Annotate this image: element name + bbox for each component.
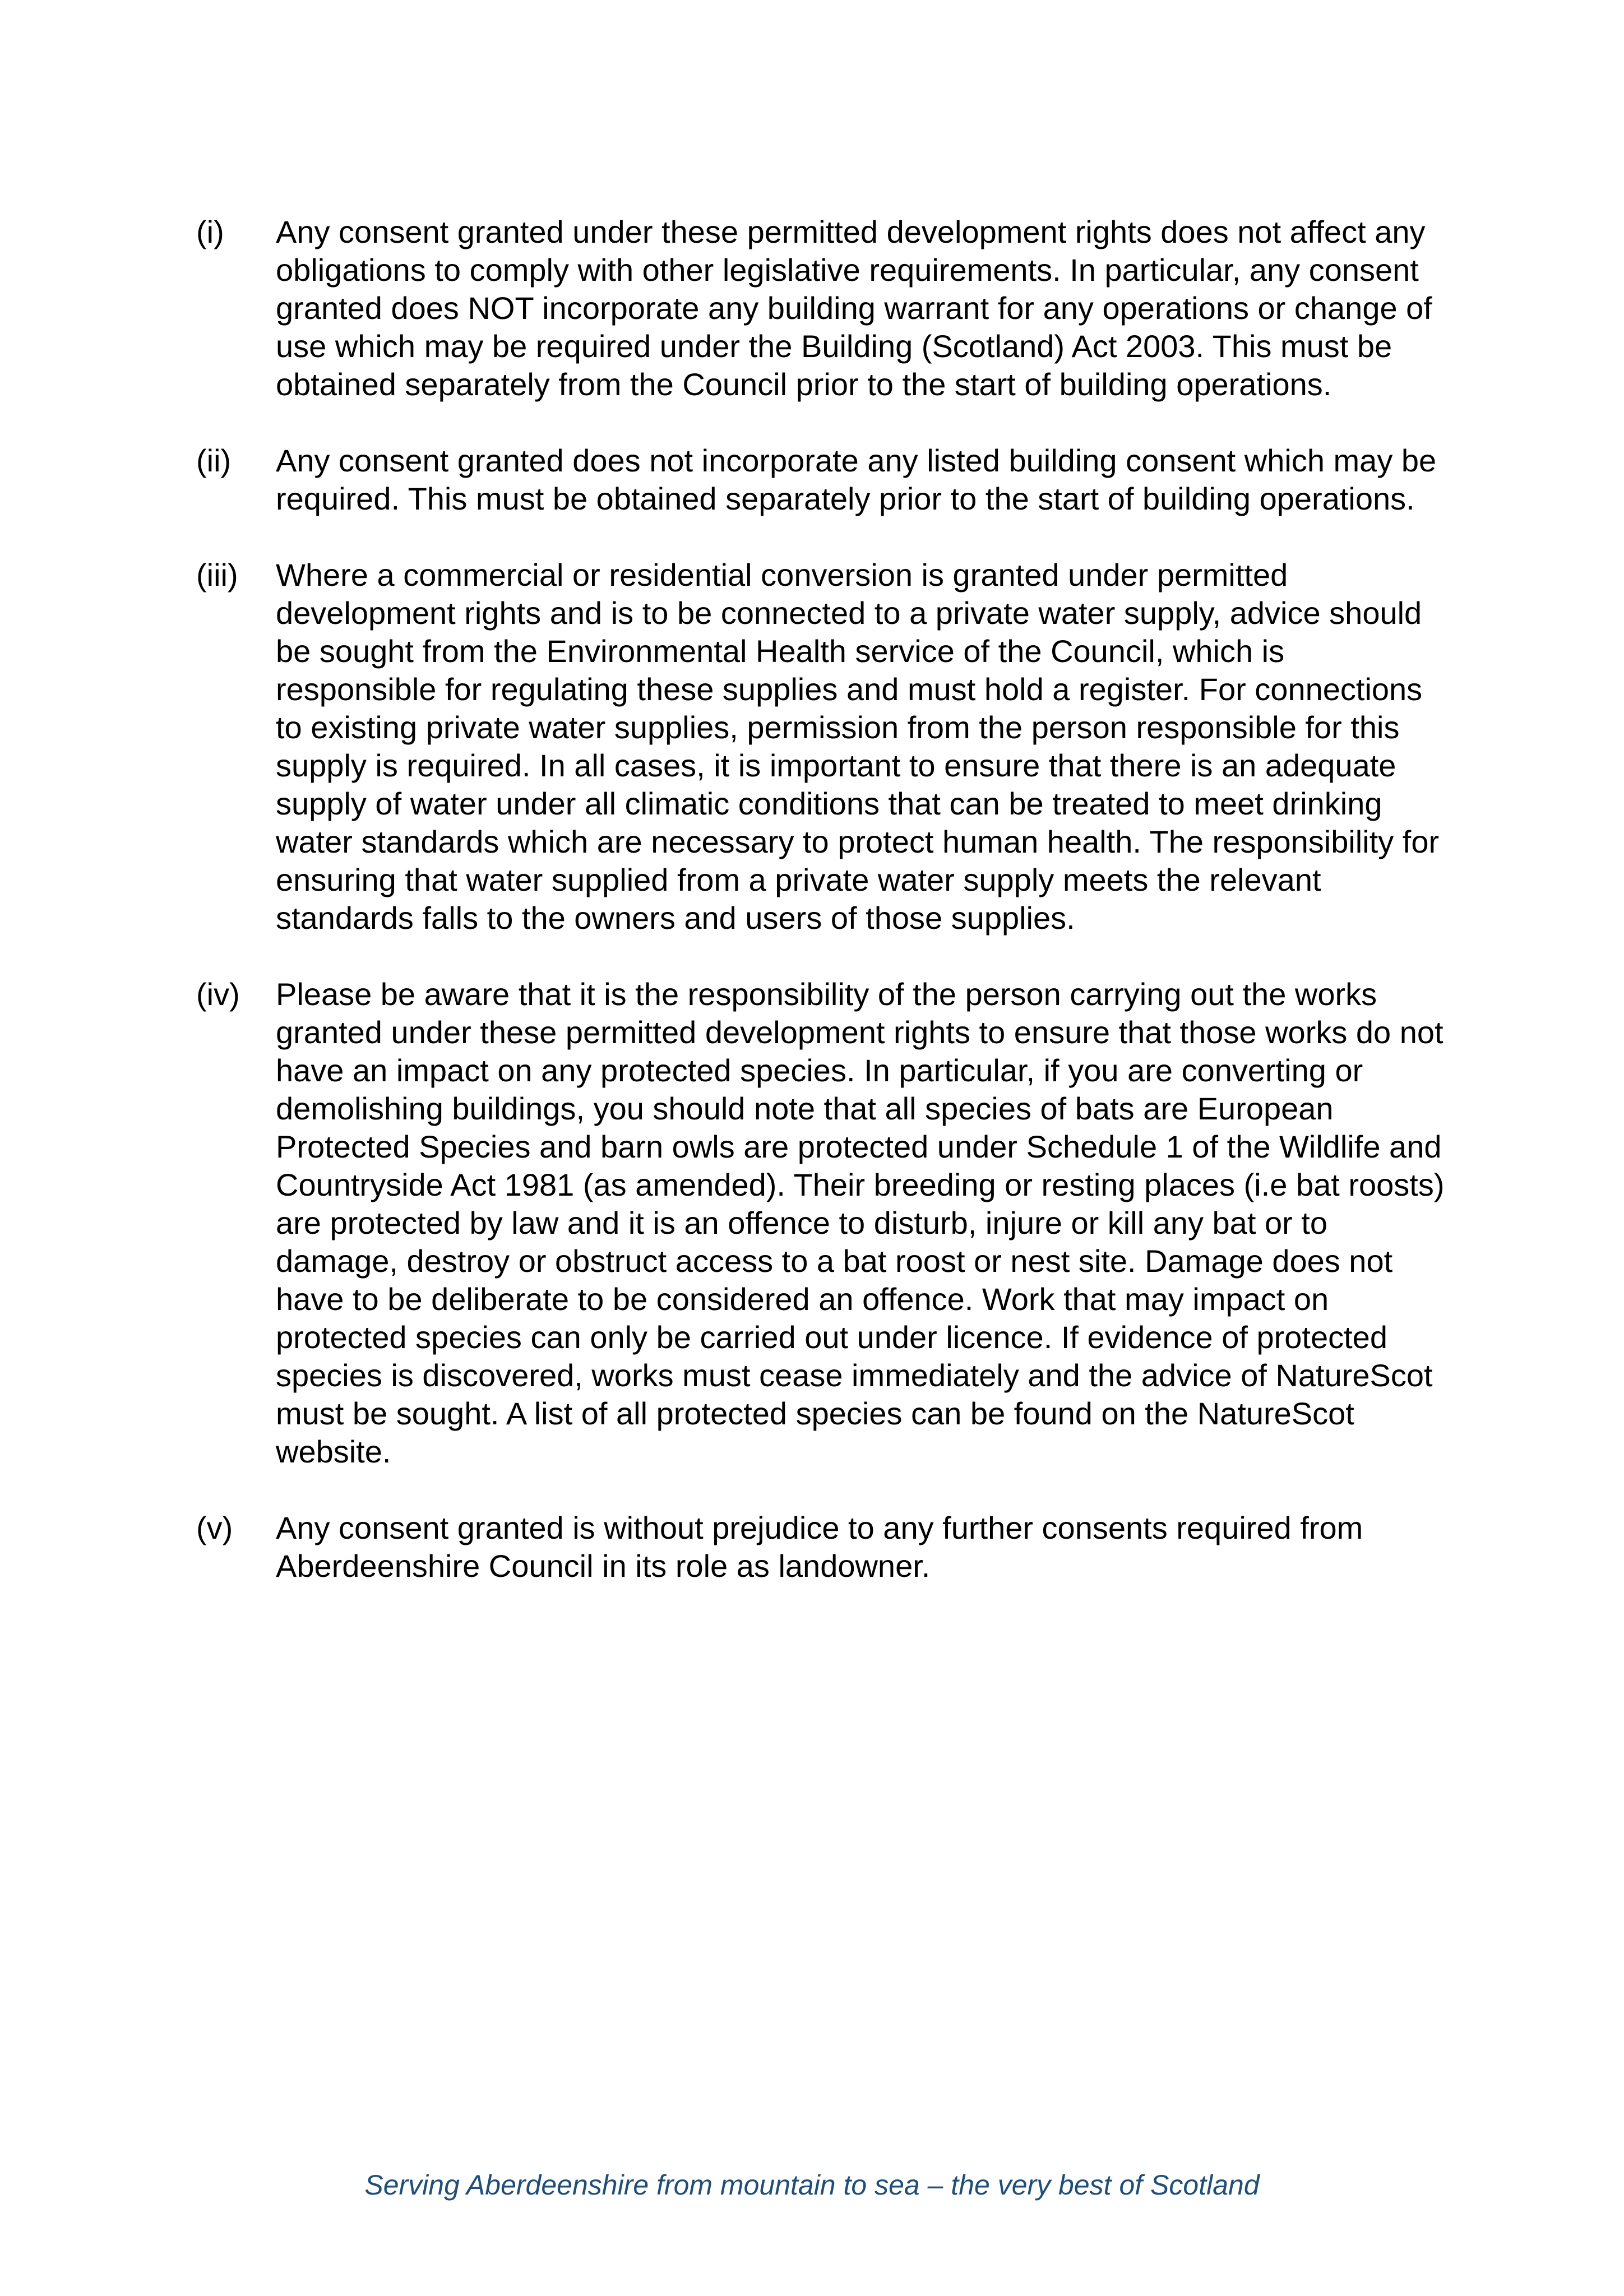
note-item-iv bbox=[196, 975, 1446, 1471]
note-item-iii bbox=[196, 556, 1446, 937]
note-item-i bbox=[196, 213, 1446, 404]
footer-slogan: Serving Aberdeenshire from mountain to sea – the very best of Scotland bbox=[364, 2169, 1260, 2201]
note-item-v bbox=[196, 1509, 1446, 1585]
note-text: Any consent granted does not incorporate any listed building consent which may be required. This must be obtained separately prior to the start of building operations. bbox=[276, 443, 1437, 516]
note-label: (ii) bbox=[196, 443, 232, 478]
note-label: (i) bbox=[196, 214, 224, 249]
note-label: (iv) bbox=[196, 976, 240, 1012]
note-item-ii bbox=[196, 442, 1446, 518]
note-text: Any consent granted under these permitted development rights does not affect any obligations to comply with other legislative requirements. In particular, any consent granted does NOT incorporate any building warrant for any operations or change of use which may be required under the Building (Scotland) Act 2003. This must be obtained separately from the Council prior to the start of building operations. bbox=[276, 214, 1432, 402]
note-text: Any consent granted is without prejudice to any further consents required from Aberdeenshire Council in its role as landowner. bbox=[276, 1510, 1363, 1584]
note-text: Please be aware that it is the responsibility of the person carrying out the works granted under these permitted development rights to ensure that those works do not have an impact on any protected species. In particular, if you are converting or demolishing buildings, you should note that all species of bats are European Protected Species and barn owls are protected under Schedule 1 of the Wildlife and Countryside Act 1981 (as amended). Their breeding or resting places (i.e bat roosts) are protected by law and it is an offence to disturb, injure or kill any bat or to damage, destroy or obstruct access to a bat roost or nest site. Damage does not have to be deliberate to be considered an offence. Work that may impact on protected species can only be carried out under licence. If evidence of protected species is discovered, works must cease immediately and the advice of NatureScot must be sought. A list of all protected species can be found on the NatureScot website. bbox=[276, 976, 1445, 1469]
note-label: (v) bbox=[196, 1510, 233, 1545]
note-text: Where a commercial or residential conversion is granted under permitted development rights and is to be connected to a private water supply, advice should be sought from the Environmental Health service of the Council, which is responsible for regulating these supplies and must hold a register. For connections to existing private water supplies, permission from the person responsible for this supply is required. In all cases, it is important to ensure that there is an adequate supply of water under all climatic conditions that can be treated to meet drinking water standards which are necessary to protect human health. The responsibility for ensuring that water supplied from a private water supply meets the relevant standards falls to the owners and users of those supplies. bbox=[276, 557, 1440, 936]
notes-list bbox=[196, 213, 1446, 1623]
note-label: (iii) bbox=[196, 557, 238, 592]
